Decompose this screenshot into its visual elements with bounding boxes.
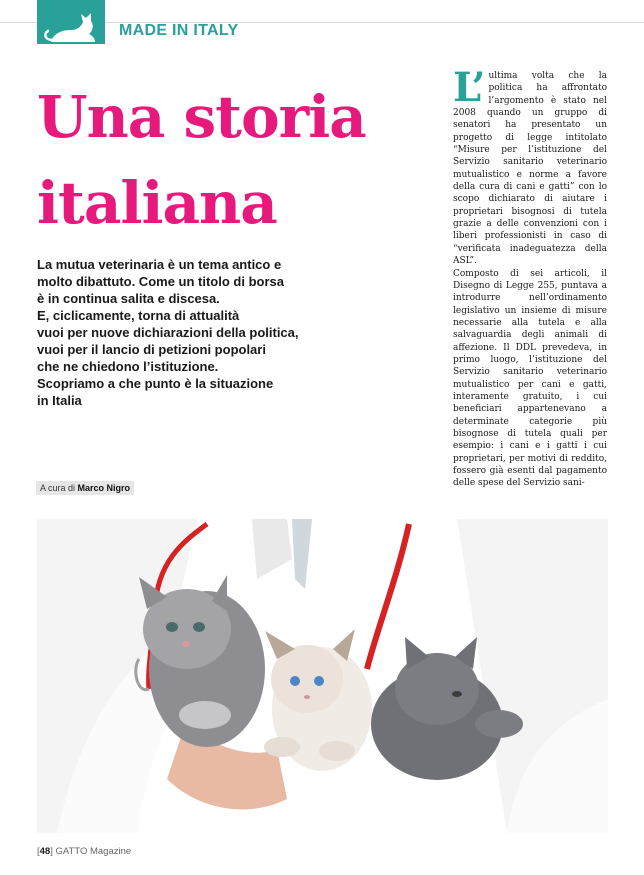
magazine-name: GATTO Magazine: [55, 846, 132, 857]
byline: [36, 481, 134, 495]
kittens-photo: [37, 519, 608, 833]
section-tab: [37, 0, 105, 44]
headline-line: italiana: [37, 169, 277, 237]
standfirst-line: Scopriamo a che punto è la situazione: [37, 376, 274, 391]
standfirst-line: molto dibattuto. Come un titolo di borsa: [37, 274, 284, 289]
body-paragraph: Composto di sei articoli, il Disegno di Legge 255, puntava a introdurre nell’ordinamento legislativo un insieme di misure necessarie alla tutela e alla salvaguardia degli animali di affezione. Il DDL prevedeva, in primo luogo, l’istituzione del Servizio sanitario veterinario mutualistico per cani e gatti, interamente gratuito, i cui beneficiari appartenevano a determinate categorie più bisognose di tutela quali per esempio: i cani e i gatti i cui proprietari, per motivi di reddito, fossero già esenti dal pagamento delle spese del Servizio sani-: [453, 268, 607, 489]
standfirst-line: è in continua salita e discesa.: [37, 291, 220, 306]
headline-line: Una storia: [37, 83, 366, 151]
headline: [37, 74, 437, 246]
cat-silhouette-icon: [37, 0, 105, 44]
byline-prefix: A cura di: [40, 483, 76, 493]
standfirst-line: La mutua veterinaria è un tema antico e: [37, 257, 282, 272]
standfirst-line: che ne chiedono l’istituzione.: [37, 359, 219, 374]
page-footer: [48] GATTO Magazine: [37, 846, 132, 857]
standfirst: [37, 256, 367, 409]
standfirst-line: E, ciclicamente, torna di attualità: [37, 308, 240, 323]
standfirst-line: in Italia: [37, 393, 82, 408]
page-number: 48: [39, 846, 51, 857]
body-paragraph: [453, 64, 607, 268]
standfirst-line: vuoi per il lancio di petizioni popolari: [37, 342, 266, 357]
body-column: [453, 64, 607, 490]
section-label: MADE IN ITALY: [119, 22, 239, 39]
vet-holding-kittens-image: [37, 519, 608, 833]
byline-author: Marco Nigro: [77, 483, 131, 493]
body-text: ultima volta che la politica ha affrontato l’argomento è stato nel 2008 quando un gruppo di senatori ha presentato un progetto di legge intitolato “Misure per l’istituzione del Servizio sanitario veterinario mutualistico e norme a favore della cura di cani e gatti” con lo scopo dichiarato di aiutare i proprietari bisognosi di tutela grazie a delle convenzioni con i liberi professionisti in caso di “verificata inadeguatezza della ASL”.: [453, 71, 607, 267]
standfirst-line: vuoi per nuove dichiarazioni della politica,: [37, 325, 299, 340]
drop-cap: L’: [453, 64, 486, 111]
